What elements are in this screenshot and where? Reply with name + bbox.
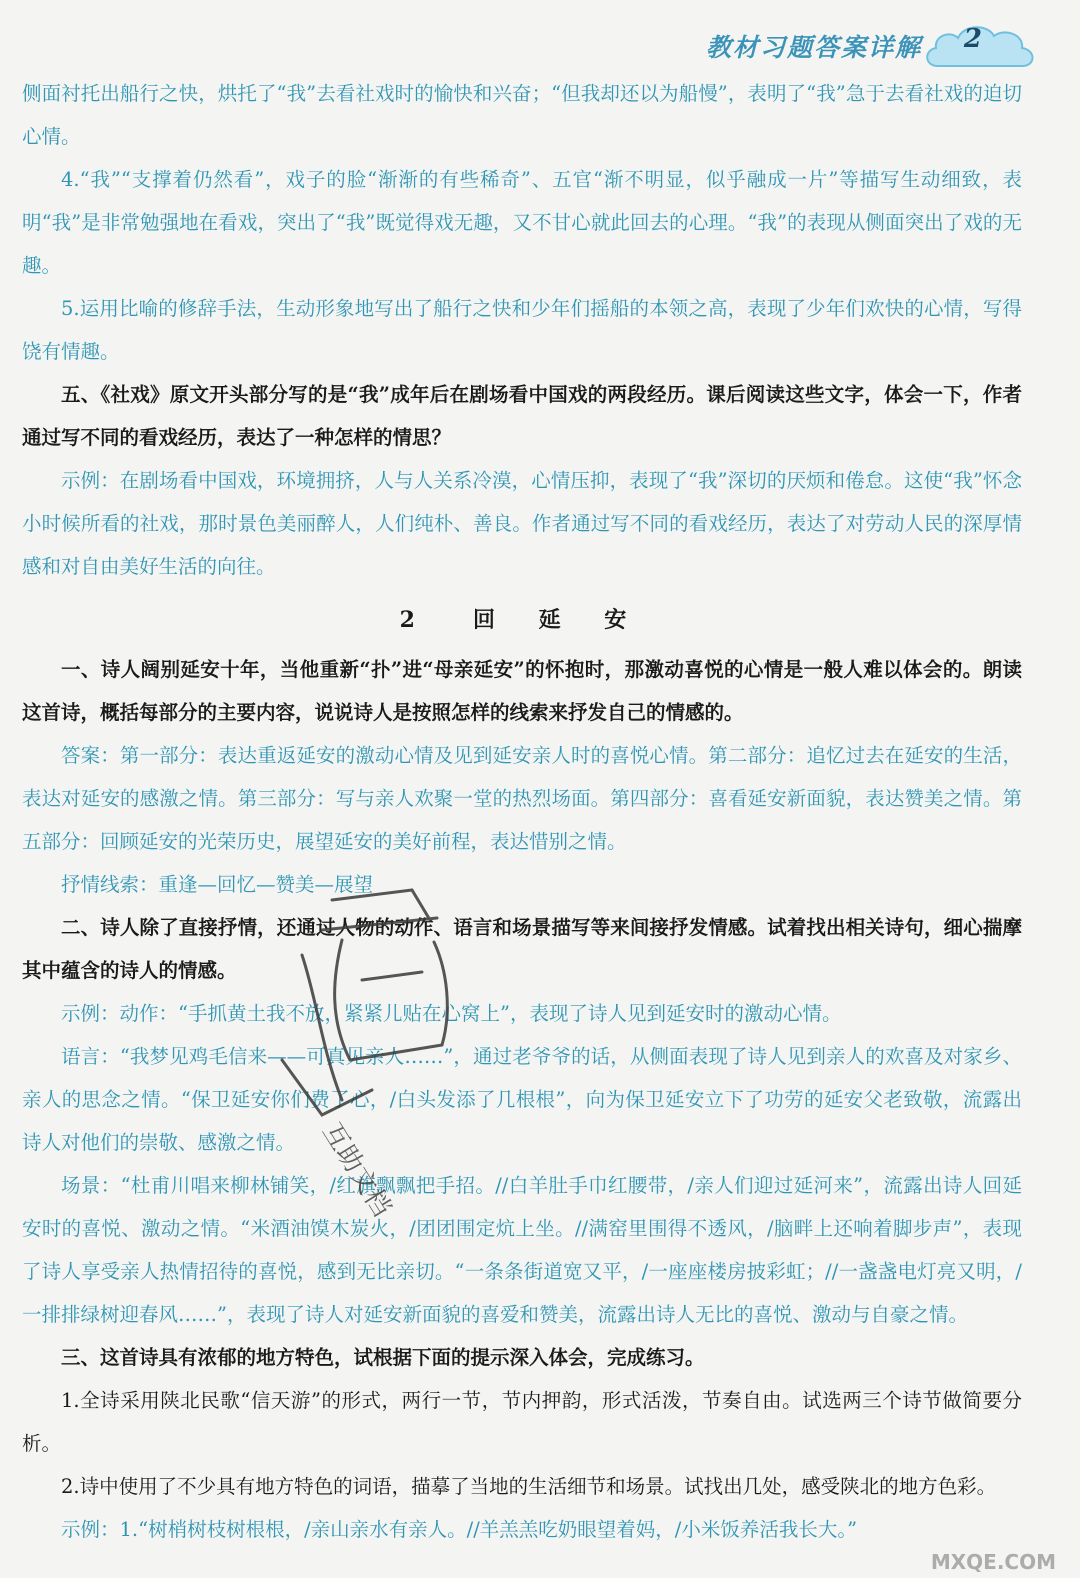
document-body	[22, 72, 1022, 1551]
paragraph: 一、诗人阔别延安十年，当他重新“扑”进“母亲延安”的怀抱时，那激动喜悦的心情是一般人难以体会的。朗读这首诗，概括每部分的主要内容，说说诗人是按照怎样的线索来抒发自己的情感的。	[22, 658, 1022, 724]
paragraph: 示例：动作：“手抓黄土我不放，紧紧儿贴在心窝上”，表现了诗人见到延安时的激动心情。	[61, 1002, 842, 1025]
paragraph: 五、《社戏》原文开头部分写的是“我”成年后在剧场看中国戏的两段经历。课后阅读这些文字，体会一下，作者通过写不同的看戏经历，表达了一种怎样的情思？	[22, 383, 1022, 449]
paragraph: 4.“我”“支撑着仍然看”，戏子的脸“渐渐的有些稀奇”、五官“渐不明显，似乎融成一片”等描写生动细致，表明“我”是非常勉强地在看戏，突出了“我”既觉得戏无趣，又不甘心就此回去的心理。“我”的表现从侧面突出了戏的无趣。	[22, 168, 1022, 277]
paragraph: 语言：“我梦见鸡毛信来——可真见亲人……”，通过老爷爷的话，从侧面表现了诗人见到亲人的欢喜及对家乡、亲人的思念之情。“保卫延安你们费了心，/白头发添了几根根”，向为保卫延安立下了功劳的延安父老致敬，流露出诗人对他们的崇敬、感激之情。	[22, 1045, 1022, 1154]
paragraph: 侧面衬托出船行之快，烘托了“我”去看社戏时的愉快和兴奋；“但我却还以为船慢”，表明了“我”急于去看社戏的迫切心情。	[22, 82, 1022, 148]
paragraph: 三、这首诗具有浓郁的地方特色，试根据下面的提示深入体会，完成练习。	[61, 1346, 705, 1369]
paragraph: 抒情线索：重逢—回忆—赞美—展望	[61, 873, 374, 896]
paragraph: 2.诗中使用了不少具有地方特色的词语，描摹了当地的生活细节和场景。试找出几处，感受陕北的地方色彩。	[61, 1475, 997, 1498]
paragraph-block-1	[22, 72, 1022, 588]
paragraph: 示例：在剧场看中国戏，环境拥挤，人与人关系冷漠，心情压抑，表现了“我”深切的厌烦和倦怠。这使“我”怀念小时候所看的社戏，那时景色美丽醉人，人们纯朴、善良。作者通过写不同的看戏经历，表达了对劳动人民的深厚情感和对自由美好生活的向往。	[22, 469, 1022, 578]
stamp-text: 互助文档	[316, 1117, 397, 1222]
page-number: 2	[963, 24, 982, 54]
paragraph: 答案：第一部分：表达重返延安的激动心情及见到延安亲人时的喜悦心情。第二部分：追忆过去在延安的生活，表达对延安的感激之情。第三部分：写与亲人欢聚一堂的热烈场面。第四部分：喜看延安新面貌，表达赞美之情。第五部分：回顾延安的光荣历史，展望延安的美好前程，表达惜别之情。	[22, 744, 1022, 853]
header-title: 教材习题答案详解	[705, 33, 922, 62]
watermark-text: MXQE.COM	[930, 1550, 1056, 1574]
paragraph: 1.全诗采用陕北民歌“信天游”的形式，两行一节，节内押韵，形式活泼，节奏自由。试选两三个诗节做简要分析。	[22, 1389, 1022, 1455]
paragraph: 5.运用比喻的修辞手法，生动形象地写出了船行之快和少年们摇船的本领之高，表现了少年们欢快的心情，写得饶有情趣。	[22, 297, 1022, 363]
paragraph-block-2	[22, 648, 1022, 1551]
paragraph: 示例：1.“树梢树枝树根根，/亲山亲水有亲人。//羊羔羔吃奶眼望着妈，/小米饭养活我长大。”	[61, 1518, 858, 1541]
paragraph: 二、诗人除了直接抒情，还通过人物的动作、语言和场景描写等来间接抒发情感。试着找出相关诗句，细心揣摩其中蕴含的诗人的情感。	[22, 916, 1022, 982]
section-title: 2 回 延 安	[399, 607, 645, 633]
page-header	[0, 10, 1080, 70]
paragraph: 场景：“杜甫川唱来柳林铺笑，/红旗飘飘把手招。//白羊肚手巾红腰带，/亲人们迎过延河来”，流露出诗人回延安时的喜悦、激动之情。“米酒油馍木炭火，/团团围定炕上坐。//满窑里围得不透风，/脑畔上还响着脚步声”，表现了诗人享受亲人热情招待的喜悦，感到无比亲切。“一条条街道宽又平，/一座座楼房披彩虹；//一盏盏电灯亮又明，/一排排绿树迎春风……”，表现了诗人对延安新面貌的喜爱和赞美，流露出诗人无比的喜悦、激动与自豪之情。	[22, 1174, 1022, 1326]
